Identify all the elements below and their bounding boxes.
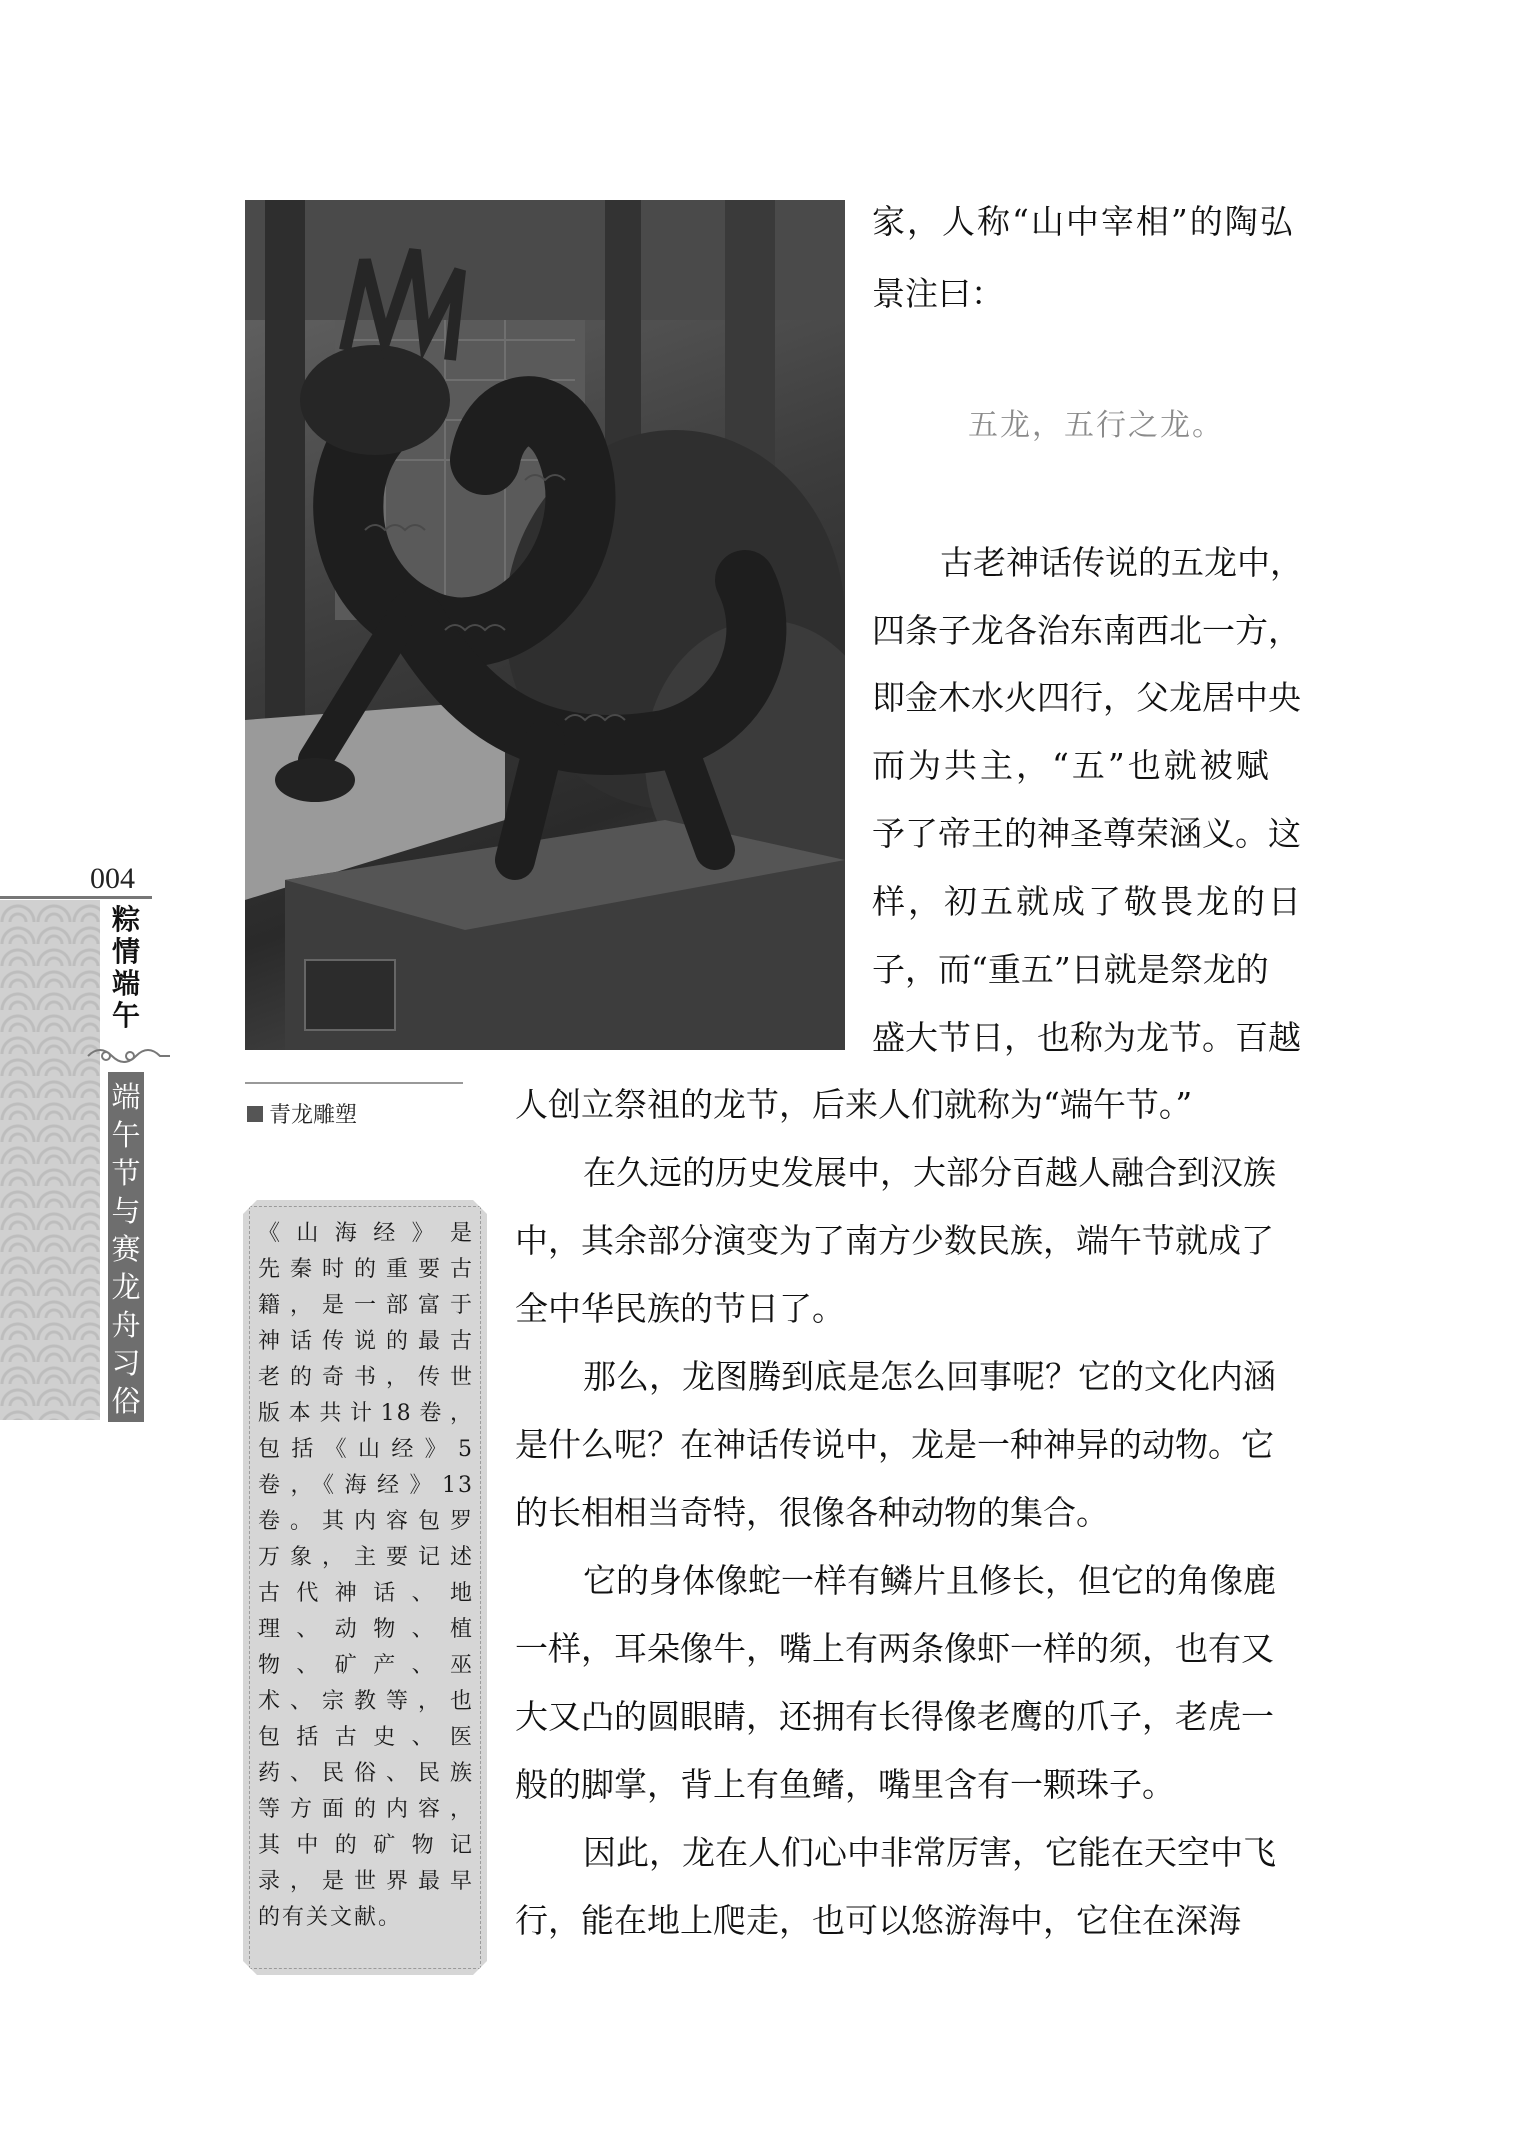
note-line: 《山海经》是 [258, 1221, 474, 1246]
body-line: 中，其余部分演变为了南方少数民族，端午节就成了 [515, 1221, 1274, 1260]
body-line: 即金木水火四行，父龙居中央 [872, 678, 1301, 717]
note-line: 卷，《海经》13 [258, 1473, 474, 1498]
body-line: 予了帝王的神圣尊荣涵义。这 [872, 814, 1301, 853]
body-line: 全中华民族的节日了。 [515, 1289, 845, 1328]
note-line: 古代神话、地 [258, 1581, 474, 1606]
figure-caption [247, 1098, 357, 1129]
body-line: 古老神话传说的五龙中， [940, 543, 1303, 582]
note-line: 药、民俗、民族 [258, 1761, 474, 1786]
dragon-sculpture-photo [245, 200, 845, 1050]
body-line: 那么，龙图腾到底是怎么回事呢？它的文化内涵 [583, 1357, 1276, 1396]
figure-caption-text: 青龙雕塑 [269, 1103, 358, 1128]
note-line: 老的奇书，传世 [258, 1365, 474, 1390]
body-line: 四条子龙各治东南西北一方， [872, 611, 1301, 650]
note-line: 万象，主要记述 [258, 1545, 474, 1570]
body-line: 是什么呢？在神话传说中，龙是一种神异的动物。它 [515, 1425, 1274, 1464]
body-line: 子，而“重五”日就是祭龙的 [872, 950, 1269, 989]
body-line: 因此，龙在人们心中非常厉害，它能在天空中飞 [583, 1833, 1276, 1872]
note-line: 录，是世界最早 [258, 1869, 474, 1894]
body-line: 般的脚掌，背上有鱼鳍，嘴里含有一颗珠子。 [515, 1765, 1175, 1804]
scroll-ornament-icon [86, 1042, 172, 1070]
body-line: 在久远的历史发展中，大部分百越人融合到汉族 [583, 1153, 1276, 1192]
chapter-title: 端午节与赛龙舟习俗 [108, 1072, 144, 1422]
caption-rule [245, 1082, 463, 1084]
note-line: 籍，是一部富于 [258, 1293, 474, 1318]
body-line: 景注曰： [872, 274, 1004, 313]
body-line: 大又凸的圆眼睛，还拥有长得像老鹰的爪子，老虎一 [515, 1697, 1274, 1736]
note-line: 先秦时的重要古 [258, 1257, 474, 1282]
body-line: 样，初五就成了敬畏龙的日 [872, 882, 1304, 921]
note-line: 包括《山经》5 [258, 1437, 474, 1462]
page-number: 004 [90, 862, 135, 895]
caption-square-icon [247, 1106, 263, 1122]
body-line: 盛大节日，也称为龙节。百越 [872, 1018, 1301, 1057]
side-band-rule [0, 896, 152, 899]
body-line: 的长相相当奇特，很像各种动物的集合。 [515, 1493, 1109, 1532]
note-line: 的有关文献。 [258, 1905, 403, 1930]
side-band-pattern [0, 900, 100, 1420]
note-line: 术、宗教等，也 [258, 1689, 474, 1714]
note-line: 神话传说的最古 [258, 1329, 474, 1354]
note-line: 物、矿产、巫 [258, 1653, 474, 1678]
note-line: 其中的矿物记 [258, 1833, 474, 1858]
note-line: 包括古史、医 [258, 1725, 474, 1750]
book-title: 粽情端午 [111, 903, 140, 1032]
body-line: 一样，耳朵像牛，嘴上有两条像虾一样的须，也有又 [515, 1629, 1274, 1668]
body-line: 它的身体像蛇一样有鳞片且修长，但它的角像鹿 [583, 1561, 1276, 1600]
note-line: 版本共计18卷， [258, 1401, 474, 1426]
block-quote: 五龙，五行之龙。 [968, 408, 1224, 443]
body-line: 人创立祭祖的龙节，后来人们就称为“端午节。” [515, 1085, 1193, 1124]
body-line: 行，能在地上爬走，也可以悠游海中，它住在深海 [515, 1901, 1241, 1940]
body-line: 而为共主，“五”也就被赋 [872, 746, 1272, 785]
note-line: 卷。其内容包罗 [258, 1509, 474, 1534]
dragon-sculpture-image [245, 200, 845, 1050]
note-line: 等方面的内容， [258, 1797, 474, 1822]
body-line: 家，人称“山中宰相”的陶弘 [872, 202, 1295, 241]
sidebar-note-text [258, 1216, 474, 1936]
note-line: 理、动物、植 [258, 1617, 474, 1642]
